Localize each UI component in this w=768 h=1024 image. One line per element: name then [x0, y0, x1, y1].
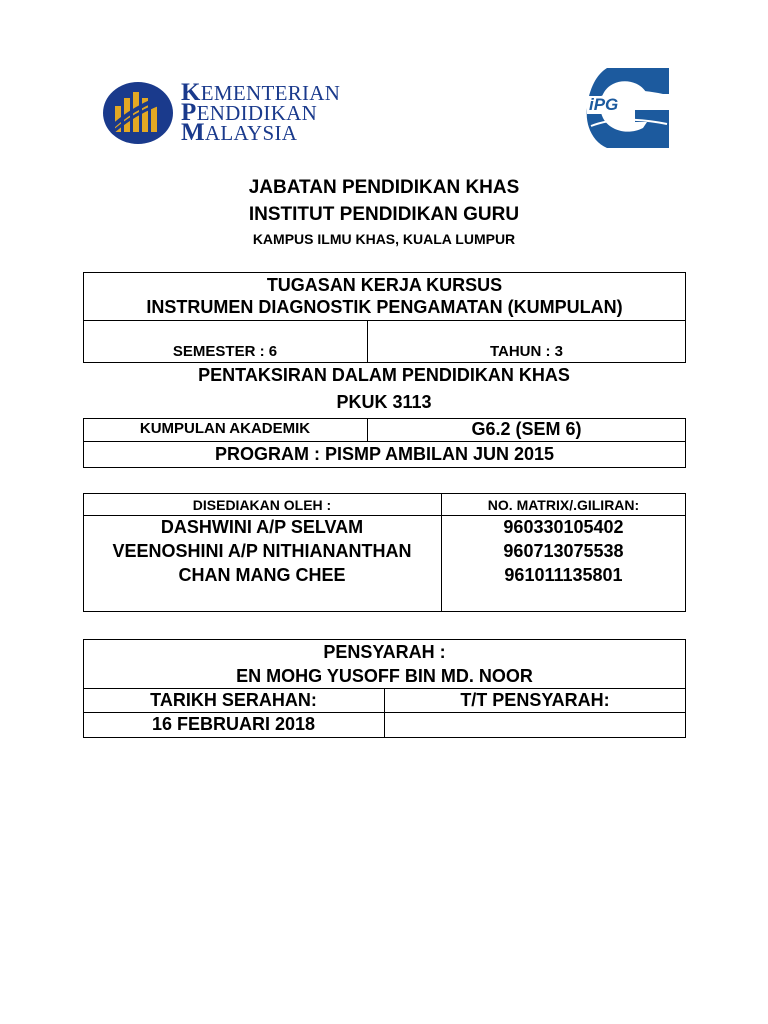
lecturer-signature-field [385, 713, 685, 737]
member-id: 961011135801 [504, 565, 623, 585]
group-label: KUMPULAN AKADEMIK [139, 420, 311, 437]
prepared-divider [83, 515, 686, 516]
member-name: VEENOSHINI A/P NITHIANANTHAN [112, 541, 412, 561]
kpm-emblem-icon [103, 82, 173, 144]
lecturer-label: PENSYARAH : [323, 642, 446, 662]
lecturer-name: EN MOHG YUSOFF BIN MD. NOOR [236, 666, 533, 686]
prepared-header-id: NO. MATRIX/.GILIRAN: [487, 497, 640, 513]
program-label: PROGRAM : PISMP AMBILAN JUN 2015 [214, 444, 555, 464]
campus-title: KAMPUS ILMU KHAS, KUALA LUMPUR [252, 231, 516, 247]
lecturer-signature-label: T/T PENSYARAH: [460, 690, 610, 710]
course-name: PENTAKSIRAN DALAM PENDIDIKAN KHAS [198, 365, 570, 385]
coursework-title: TUGASAN KERJA KURSUS [266, 275, 503, 295]
kpm-line-2: PENDIDIKAN [181, 99, 318, 126]
ipg-logo-text: iPG [589, 95, 619, 114]
kpm-line-3: MALAYSIA [181, 119, 298, 146]
department-title: JABATAN PENDIDIKAN KHAS [248, 177, 520, 198]
kpm-line-1: KEMENTERIAN [181, 79, 341, 106]
member-name: CHAN MANG CHEE [178, 565, 346, 585]
kpm-logo [103, 79, 353, 148]
year-label: TAHUN : 3 [489, 343, 564, 360]
member-id: 960330105402 [503, 517, 624, 537]
group-value: G6.2 (SEM 6) [471, 419, 582, 439]
institute-title: INSTITUT PENDIDIKAN GURU [248, 204, 520, 225]
member-name: DASHWINI A/P SELVAM [160, 517, 364, 537]
coursework-divider [83, 320, 686, 321]
ipg-logo [585, 66, 671, 150]
coursework-subtitle: INSTRUMEN DIAGNOSTIK PENGAMATAN (KUMPULAN) [146, 297, 623, 317]
course-code: PKUK 3113 [336, 392, 432, 412]
group-divider [83, 441, 686, 442]
member-id: 960713075538 [503, 541, 624, 561]
kpm-wordmark [181, 79, 341, 146]
submission-date-label: TARIKH SERAHAN: [150, 690, 317, 710]
prepared-header-name: DISEDIAKAN OLEH : [192, 497, 332, 513]
semester-label: SEMESTER : 6 [172, 343, 278, 360]
submission-date-value: 16 FEBRUARI 2018 [151, 714, 316, 734]
